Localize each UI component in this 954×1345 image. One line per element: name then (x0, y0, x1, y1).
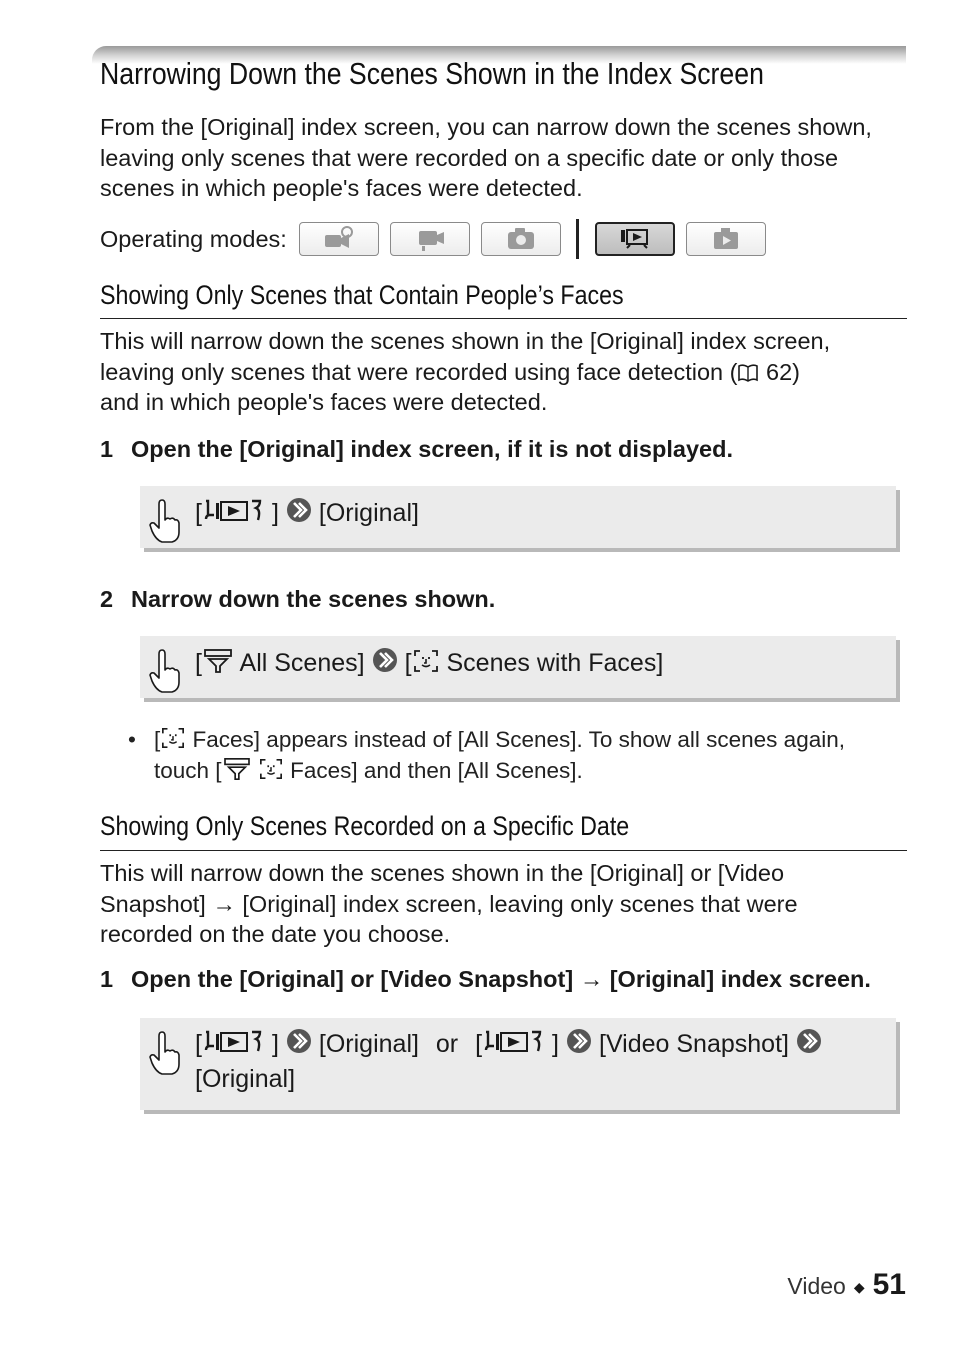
box-line-2 (195, 1062, 829, 1097)
filter-icon (222, 757, 252, 781)
next-arrow-icon (285, 1027, 313, 1055)
step-text: Narrow down the scenes shown. (131, 586, 496, 612)
movie-camera-icon (410, 226, 450, 252)
face-detection-icon (258, 757, 284, 781)
faces-step-1-box (140, 486, 896, 548)
description-line-2: Snapshot] → [Original] index screen, leaving only scenes that were (100, 890, 798, 917)
book-icon (737, 363, 759, 383)
mode-photo-playback (686, 222, 766, 256)
photo-playback-icon (706, 226, 746, 252)
filter-icon[interactable] (202, 648, 234, 674)
faces-step-2 (100, 586, 495, 613)
footer-diamond: ◆ (853, 1279, 865, 1295)
page-title: Narrowing Down the Scenes Shown in the Index Screen (100, 56, 764, 91)
faces-step-2-box (140, 636, 896, 698)
mode-video-playback (595, 222, 675, 256)
operating-modes (100, 220, 777, 258)
bracket-open: [ (195, 499, 202, 527)
original-option[interactable]: [Original] (318, 1030, 419, 1058)
section-faces-rule (100, 318, 907, 319)
date-step-1-box (140, 1018, 896, 1110)
face-detection-icon (160, 726, 186, 750)
or-text: or (435, 1030, 459, 1058)
page-reference: 62) (766, 358, 800, 385)
description-line-2 (100, 357, 910, 388)
playback-index-icon[interactable] (202, 1029, 272, 1055)
description-line-3: and in which people's faces were detected. (100, 389, 548, 415)
description-line-1: This will narrow down the scenes shown in the [Original] index screen, (100, 328, 831, 354)
note-line-1 (154, 724, 845, 755)
page-footer (787, 1268, 906, 1302)
mode-camera-dial (299, 222, 379, 256)
face-detection-icon[interactable] (412, 648, 440, 674)
scenes-with-faces-option[interactable]: Scenes with Faces] (446, 649, 664, 677)
mode-movie (390, 222, 470, 256)
next-arrow-icon (371, 646, 399, 674)
description-line-3: recorded on the date you choose. (100, 921, 451, 947)
faces-step-1 (100, 436, 733, 463)
bracket-open: [ (195, 1030, 202, 1058)
touch-hand-icon (148, 648, 182, 694)
bracket-close: ] (271, 1030, 279, 1058)
box-content (195, 496, 419, 531)
step-text: Open the [Original] or [Video Snapshot] → [Original] index screen. (131, 966, 871, 992)
bracket-open-2: [ (475, 1030, 483, 1058)
bullet-dot: • (128, 727, 136, 752)
video-snapshot-option[interactable]: [Video Snapshot] (599, 1030, 789, 1058)
section-faces-title: Showing Only Scenes that Contain People’s Faces (100, 280, 624, 310)
next-arrow-icon (565, 1027, 593, 1055)
note-text-2a: touch [ (154, 758, 222, 783)
mode-separator (576, 219, 579, 259)
box-line-1 (195, 1027, 829, 1062)
camera-dial-icon (319, 226, 359, 252)
all-scenes-option[interactable]: All Scenes] (239, 649, 365, 677)
bracket-open: [ (195, 649, 202, 677)
next-arrow-icon (285, 496, 313, 524)
section-date-description (100, 858, 910, 950)
note-bracket: [ (154, 727, 161, 752)
section-faces-description (100, 326, 910, 418)
note-line-2 (154, 755, 583, 786)
note-text-1: Faces] appears instead of [All Scenes]. To show all scenes again, (192, 727, 845, 752)
touch-hand-icon (148, 498, 182, 544)
step-text: Open the [Original] index screen, if it is not displayed. (131, 436, 733, 462)
original-option[interactable]: [Original] (318, 499, 419, 527)
footer-section: Video (787, 1273, 846, 1299)
step-number: 2 (100, 586, 114, 612)
date-step-1 (100, 966, 871, 993)
mode-photo (481, 222, 561, 256)
photo-camera-icon (501, 226, 541, 252)
note-text-2b: Faces] and then [All Scenes]. (290, 758, 583, 783)
step-number: 1 (100, 436, 114, 462)
operating-modes-label: Operating modes: (100, 225, 287, 252)
description-line-1: This will narrow down the scenes shown in the [Original] or [Video (100, 860, 785, 886)
intro-paragraph: From the [Original] index screen, you can narrow down the scenes shown, leaving only scenes that were recorded on a specific date or only those scenes in which people's faces were detected. (100, 114, 872, 201)
description-line-2-text: leaving only scenes that were recorded using face detection ( (100, 358, 738, 385)
step-number: 1 (100, 966, 114, 992)
bracket-close-2: ] (552, 1030, 559, 1058)
original-option-2[interactable]: [Original] (195, 1065, 296, 1093)
playback-index-icon[interactable] (482, 1029, 552, 1055)
page-number: 51 (872, 1268, 906, 1301)
section-date-rule (100, 850, 907, 851)
section-date-title: Showing Only Scenes Recorded on a Specific Date (100, 811, 630, 841)
playback-index-icon[interactable] (202, 498, 272, 524)
box-content (195, 646, 663, 681)
video-playback-icon (615, 226, 655, 252)
touch-hand-icon (148, 1030, 182, 1076)
bracket-close: ] (271, 499, 279, 527)
box-content (195, 1027, 829, 1097)
next-arrow-icon (795, 1027, 823, 1055)
bracket-open-2: [ (404, 649, 412, 677)
